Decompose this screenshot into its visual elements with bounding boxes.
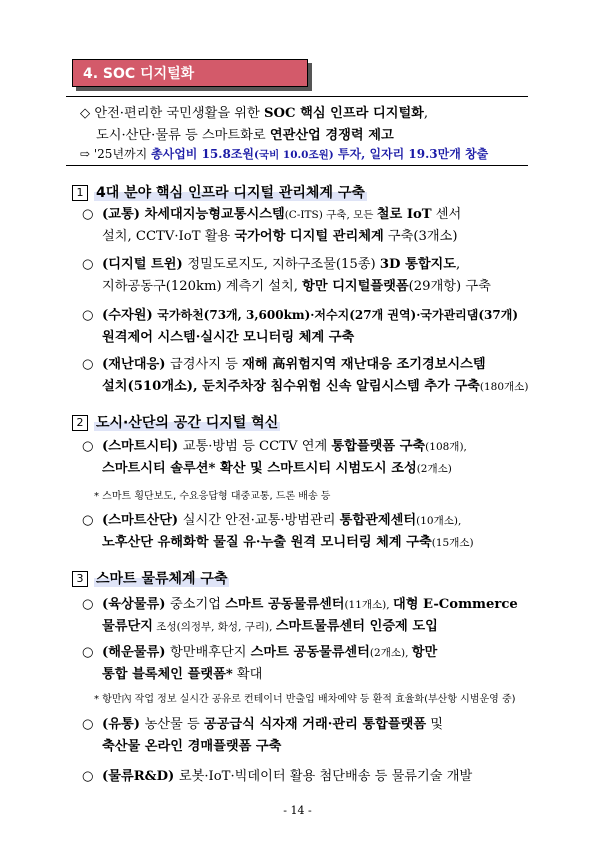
summary-line-2: 도시·산단·물류 등 스마트화로 연관산업 경쟁력 제고 — [96, 128, 394, 143]
section-1-heading: 1 4대 분야 핵심 인프라 디지털 관리체계 구축 — [72, 182, 367, 202]
summary-box — [66, 96, 528, 166]
list-item: ○ (스마트시티) 교통·방범 등 CCTV 연계 통합플랫폼 구축(108개), 스마트시티 솔루션* 확산 및 스마트시티 시범도시 조성(2개소) — [82, 439, 467, 476]
section-3-heading: 3 스마트 물류체계 구축 — [72, 568, 229, 588]
footnote: * 스마트 횡단보도, 수요응답형 대중교통, 드론 배송 등 — [94, 491, 331, 502]
list-item: ○ (수자원) 국가하천(73개, 3,600km)·저수지(27개 권역)·국가관리댐(37개) 원격제어 시스템·실시간 모니터링 체계 구축 — [82, 308, 519, 345]
list-item: ○ (디지털 트윈) 정밀도로지도, 지하구조물(15종) 3D 통합지도, 지하공동구(120km) 계측기 설치, 항만 디지털플랫폼(29개항) 구축 — [82, 257, 491, 294]
footnote: * 항만內 작업 정보 실시간 공유로 컨테이너 반출입 배차예약 등 환적 효율화(부산항 시범운영 중) — [94, 694, 516, 705]
list-item: ○ (교통) 차세대지능형교통시스템(C-ITS) 구축, 모든 철로 IoT 센서 설치, CCTV·IoT 활용 국가어항 디지털 관리체계 구축(3개소) — [82, 207, 462, 244]
summary-line-1: ◇ 안전·편리한 국민생활을 위한 SOC 핵심 인프라 디지털화, — [80, 106, 429, 121]
list-item: ○ (육상물류) 중소기업 스마트 공동물류센터(11개소), 대형 E-Commerce 물류단지 조성(의정부, 화성, 구리), 스마트물류센터 인증제 도입 — [82, 597, 518, 634]
summary-line-3: ⇨ '25년까지 총사업비 15.8조원(국비 10.0조원) 투자, 일자리 19.3만개 창출 — [80, 147, 489, 161]
list-item: ○ (해운물류) 항만배후단지 스마트 공동물류센터(2개소), 항만 통합 블록체인 플랫폼* 확대 — [82, 645, 438, 682]
page-number: - 14 - — [283, 804, 312, 817]
list-item: ○ (유통) 농산물 등 공공급식 식자재 거래·관리 통합플랫폼 및 축산물 온라인 경매플랫폼 구축 — [82, 717, 444, 754]
list-item: ○ (물류R&D) 로봇·IoT·빅데이터 활용 첨단배송 등 물류기술 개발 — [82, 769, 473, 784]
list-item: ○ (재난대응) 급경사지 등 재해 高위험지역 재난대응 조기경보시스템 설치(510개소), 둔치주차장 침수위험 신속 알림시스템 추가 구축(180개소) — [82, 357, 529, 394]
section-title: 4. SOC 디지털화 — [72, 59, 308, 87]
section-2-heading: 2 도시·산단의 공간 디지털 혁신 — [72, 412, 280, 432]
list-item: ○ (스마트산단) 실시간 안전·교통·방범관리 통합관제센터(10개소), 노후산단 유해화학 물질 유·누출 원격 모니터링 체계 구축(15개소) — [82, 513, 474, 550]
